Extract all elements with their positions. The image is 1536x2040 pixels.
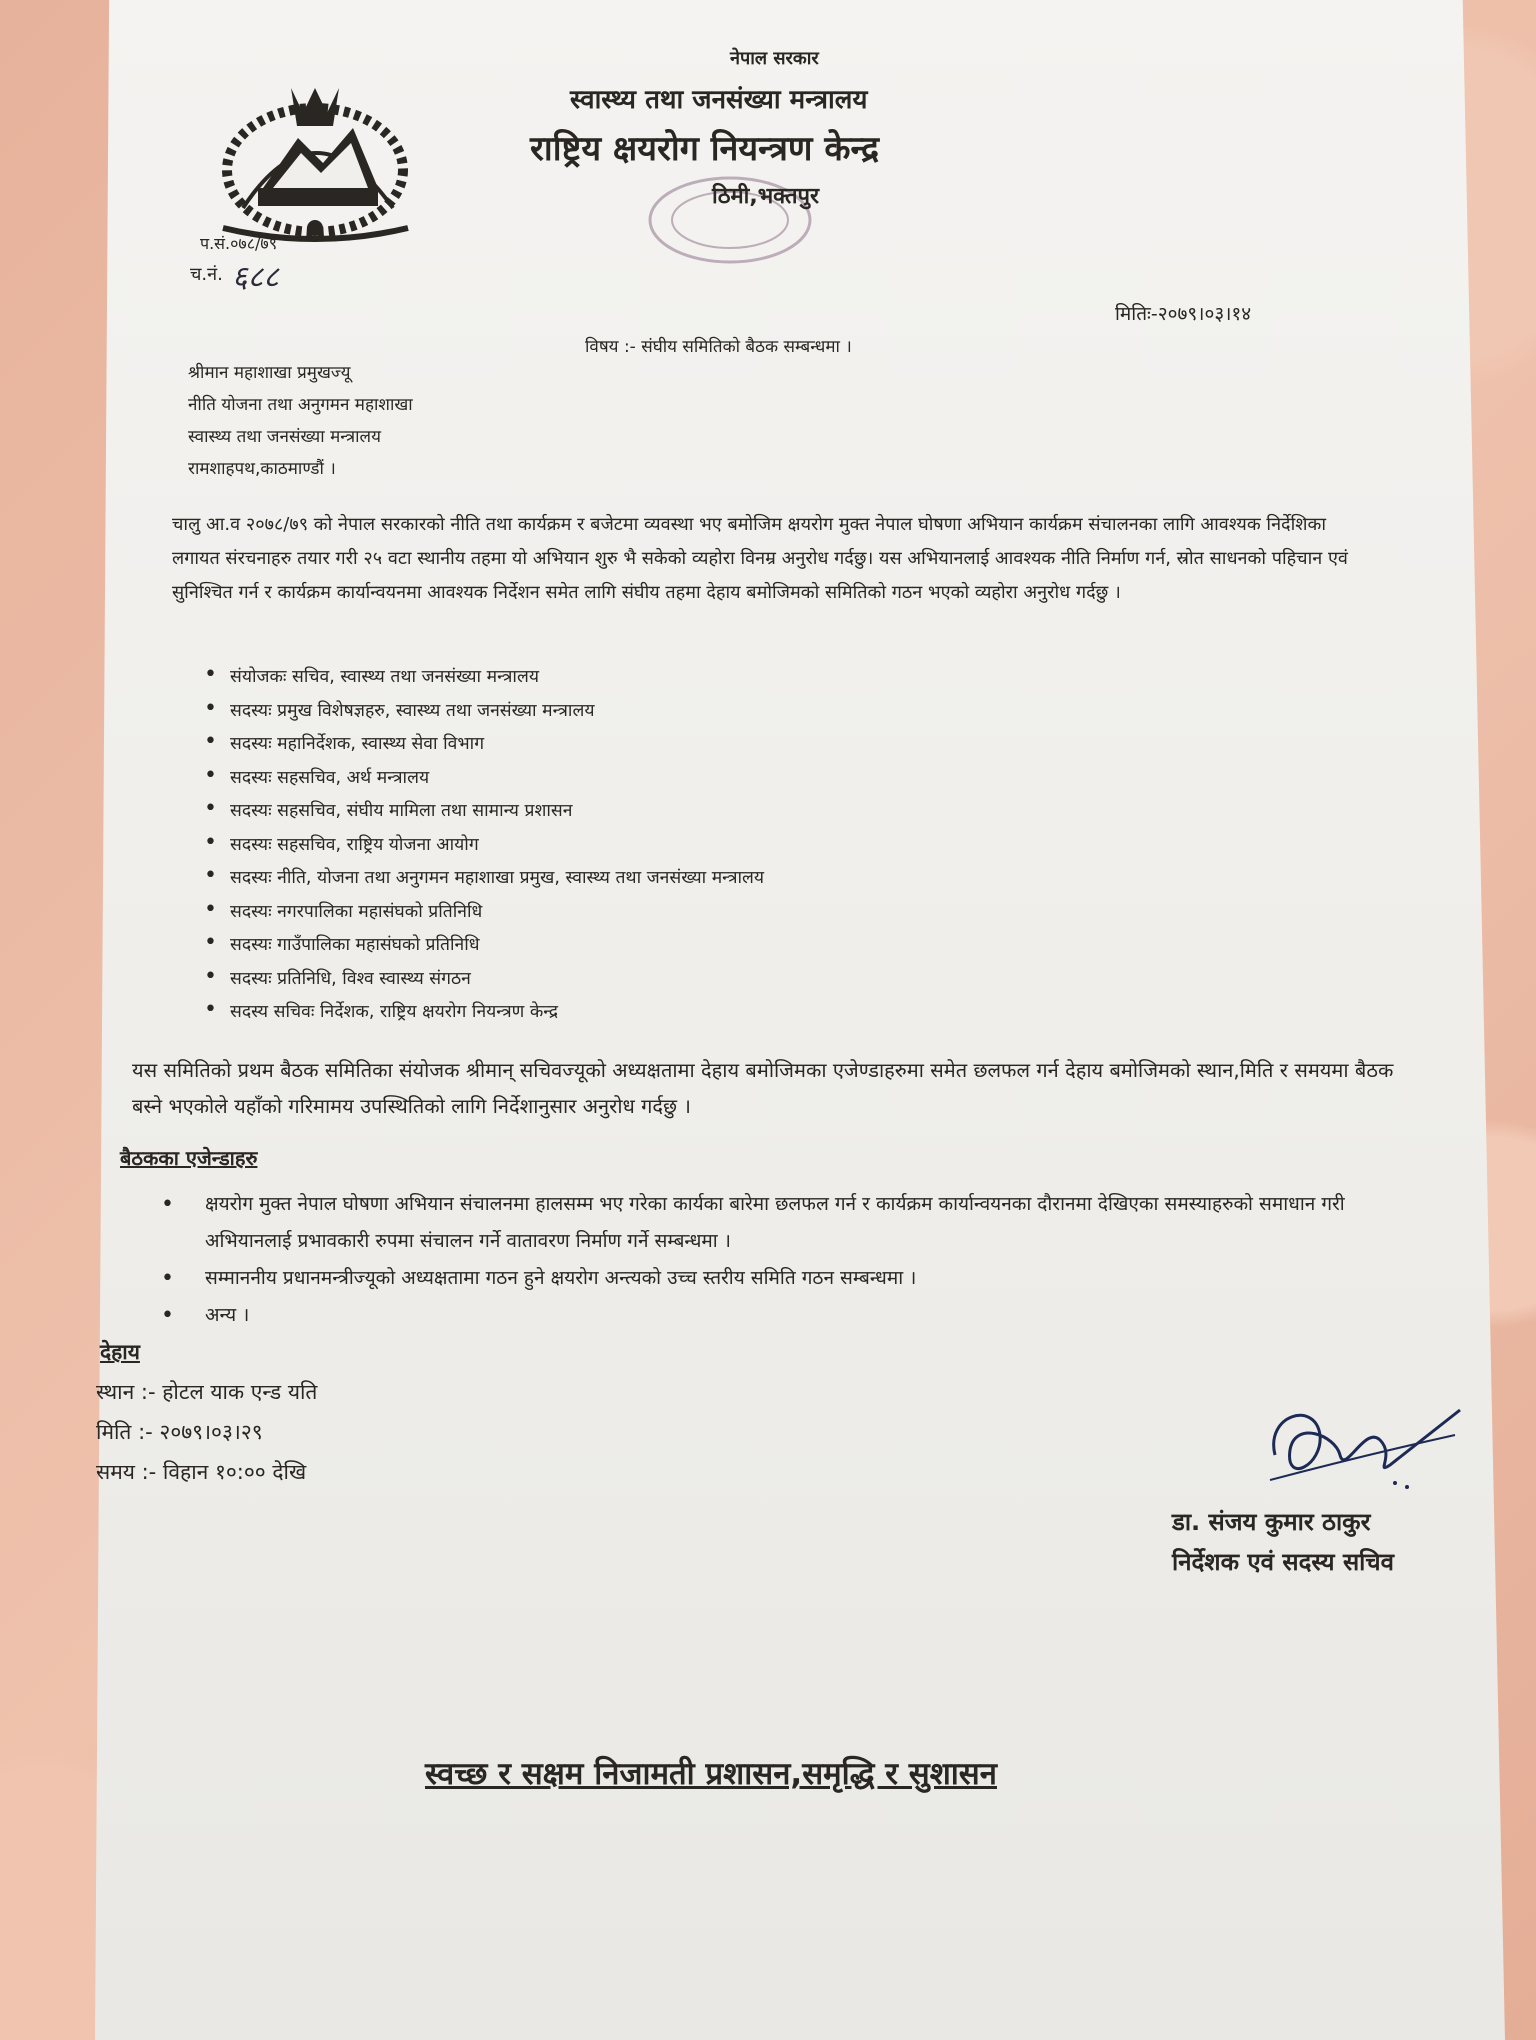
member-item: • सदस्य सचिवः निर्देशक, राष्ट्रिय क्षयरोग नियन्त्रण केन्द्र [230, 999, 764, 1033]
member-item: • सदस्यः महानिर्देशक, स्वास्थ्य सेवा विभाग [230, 731, 764, 765]
member-item: • सदस्यः प्रतिनिधि, विश्व स्वास्थ्य संगठन [230, 966, 764, 1000]
details-heading: देहाय [100, 1340, 140, 1364]
government-name: नेपाल सरकार [730, 48, 819, 69]
recipient-line: रामशाहपथ,काठमाण्डौं । [188, 459, 336, 479]
agenda-list [205, 1186, 1405, 1334]
member-item: • सदस्यः सहसचिव, संघीय मामिला तथा सामान्य प्रशासन [230, 798, 764, 832]
meeting-time: समय :- विहान १०:०० देखि [96, 1460, 307, 1484]
signatory-name: डा. संजय कुमार ठाकुर [1172, 1508, 1371, 1536]
recipient-line: श्रीमान महाशाखा प्रमुखज्यू [188, 363, 351, 383]
agenda-item: • क्षयरोग मुक्त नेपाल घोषणा अभियान संचालनमा हालसम्म भए गरेका कार्यका बारेमा छलफल गर्न र कार्यक्रम कार्यान्वयनका दौरानमा देखिएका समस्याहरुको समाधान गरी अभियानलाई प्रभावकारी रुपमा संचालन गर्ने वातावरण निर्माण गर्ने सम्बन्धमा । [205, 1186, 1405, 1260]
member-item: • सदस्यः गाउँपालिका महासंघको प्रतिनिधि [230, 932, 764, 966]
committee-members-list [230, 664, 764, 1033]
letter-date: मितिः-२०७९।०३।१४ [1115, 303, 1252, 325]
reference-cn-label: च.नं. [190, 264, 223, 285]
body-paragraph-1: चालु आ.व २०७८/७९ को नेपाल सरकारको नीति तथा कार्यक्रम र बजेटमा व्यवस्था भए बमोजिम क्षयरोग मुक्त नेपाल घोषणा अभियान कार्यक्रम संचालनका लागि आवश्यक निर्देशिका लगायत संरचनाहरु तयार गरी २५ वटा स्थानीय तहमा यो अभियान शुरु भै सकेको व्यहोरा विनम्र अनुरोध गर्दछु। यस अभियानलाई आवश्यक नीति निर्माण गर्न, स्रोत साधनको पहिचान एवं सुनिश्चित गर्न र कार्यक्रम कार्यान्वयनमा आवश्यक निर्देशन समेत लागि संघीय तहमा देहाय बमोजिमको समितिको गठन भएको व्यहोरा अनुरोध गर्दछु । [172, 514, 1348, 603]
member-item: • संयोजकः सचिव, स्वास्थ्य तथा जनसंख्या मन्त्रालय [230, 664, 764, 698]
member-item: • सदस्यः प्रमुख विशेषज्ञहरु, स्वास्थ्य तथा जनसंख्या मन्त्रालय [230, 698, 764, 732]
meeting-place: स्थान :- होटल याक एन्ड यति [96, 1380, 318, 1404]
letter-subject: विषय :- संघीय समितिको बैठक सम्बन्धमा । [585, 337, 852, 357]
reference-ps: प.सं.०७८/७९ [200, 234, 278, 253]
signature-mark [1245, 1395, 1465, 1505]
member-item: • सदस्यः सहसचिव, अर्थ मन्त्रालय [230, 765, 764, 799]
recipient-line: स्वास्थ्य तथा जनसंख्या मन्त्रालय [188, 427, 381, 447]
recipient-line: नीति योजना तथा अनुगमन महाशाखा [188, 395, 413, 415]
nepal-emblem-logo [203, 78, 428, 243]
agenda-item: • अन्य । [205, 1297, 1405, 1334]
agenda-item: • सम्माननीय प्रधानमन्त्रीज्यूको अध्यक्षतामा गठन हुने क्षयरोग अन्त्यको उच्च स्तरीय समिति गठन सम्बन्धमा । [205, 1260, 1405, 1297]
member-item: • सदस्यः नगरपालिका महासंघको प्रतिनिधि [230, 899, 764, 933]
ministry-name: स्वास्थ्य तथा जनसंख्या मन्त्रालय [570, 85, 868, 115]
center-name: राष्ट्रिय क्षयरोग नियन्त्रण केन्द्र [530, 129, 880, 169]
body-paragraph-2: यस समितिको प्रथम बैठक समितिका संयोजक श्रीमान् सचिवज्यूको अध्यक्षतामा देहाय बमोजिमका एजेण्डाहरुमा समेत छलफल गर्न देहाय बमोजिमको स्थान,मिति र समयमा बैठक बस्ने भएकोले यहाँको गरिमामय उपस्थितिको लागि निर्देशानुसार अनुरोध गर्दछु । [132, 1058, 1394, 1118]
footer-motto: स्वच्छ र सक्षम निजामती प्रशासन,समृद्धि र सुशासन [425, 1756, 997, 1792]
meeting-date: मिति :- २०७९।०३।२९ [96, 1420, 263, 1444]
agenda-heading: बैठकका एजेन्डाहरु [120, 1146, 258, 1170]
member-item: • सदस्यः सहसचिव, राष्ट्रिय योजना आयोग [230, 832, 764, 866]
member-item: • सदस्यः नीति, योजना तथा अनुगमन महाशाखा प्रमुख, स्वास्थ्य तथा जनसंख्या मन्त्रालय [230, 865, 764, 899]
center-address: ठिमी,भक्तपुर [712, 184, 819, 209]
reference-cn-number: ६८८ [232, 260, 279, 295]
signatory-title: निर्देशक एवं सदस्य सचिव [1172, 1548, 1394, 1576]
